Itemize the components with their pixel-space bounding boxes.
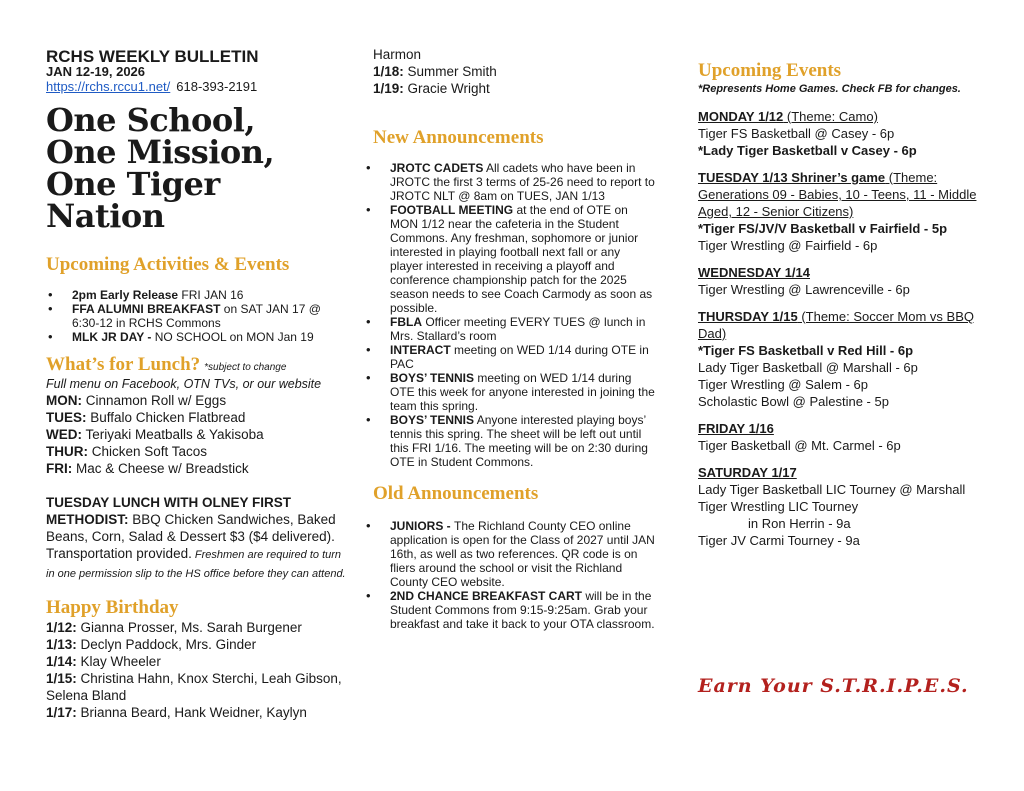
new-announcements-list xyxy=(364,161,655,469)
event-item: *Tiger FS/JV/V Basketball v Fairfield - 5p xyxy=(698,221,948,236)
lunch-day: TUES: Buffalo Chicken Flatbread xyxy=(46,410,246,425)
event-item: Lady Tiger Basketball @ Marshall - 6p xyxy=(698,360,918,375)
lunch-day: THUR: Chicken Soft Tacos xyxy=(46,444,208,459)
column-middle xyxy=(373,0,655,631)
activities-list xyxy=(46,288,346,344)
list-item: • FOOTBALL MEETING at the end of OTE on MON 1/12 near the cafeteria in the Student Commons. Any freshman, sophomore or junior interested in playing football next fall or any player interested in receiving a playoff and conference championship patch for the 2025 season needs to see Coach Carmody as soon as possible. xyxy=(364,203,655,315)
list-item: • JUNIORS - The Richland County CEO online application is open for the Class of 2027 until JAN 16th, as well as two references. QR code is on fliers around the school or visit the Richland County CEO website. xyxy=(364,519,655,589)
lunch-heading: What’s for Lunch? *subject to change xyxy=(46,354,287,375)
birthday-list-continued xyxy=(373,46,655,97)
slogan: Earn Your S.T.R.I.P.E.S. xyxy=(698,675,969,697)
event-day-heading: MONDAY 1/12 (Theme: Camo) xyxy=(698,109,878,124)
event-day-heading: WEDNESDAY 1/14 xyxy=(698,265,810,280)
special-lunch: TUESDAY LUNCH WITH OLNEY FIRST METHODIST: BBQ Chicken Sandwiches, Baked Beans, Corn, Salad & Dessert $3 ($4 delivered). Transportation provided. Freshmen are required to turn in one permission slip to the HS office before they can attend. xyxy=(46,495,346,580)
event-item: Scholastic Bowl @ Palestine - 5p xyxy=(698,394,889,409)
list-item: 1/18: Summer Smith xyxy=(373,64,497,79)
event-day xyxy=(698,169,988,254)
birthday-heading: Happy Birthday xyxy=(46,597,179,618)
activities-heading: Upcoming Activities & Events xyxy=(46,254,290,275)
lunch-subnote: *subject to change xyxy=(204,362,287,373)
event-day xyxy=(698,420,988,454)
event-item: *Lady Tiger Basketball v Casey - 6p xyxy=(698,143,917,158)
list-item: Harmon xyxy=(373,47,422,62)
list-item: 1/19: Gracie Wright xyxy=(373,81,490,96)
new-announcements-heading: New Announcements xyxy=(373,127,544,148)
events-list xyxy=(698,108,988,549)
contact-line xyxy=(46,79,346,94)
old-announcements-list xyxy=(364,519,655,631)
old-announcements-heading: Old Announcements xyxy=(373,483,539,504)
list-item: • 2pm Early Release FRI JAN 16 xyxy=(46,288,346,302)
lunch-day: WED: Teriyaki Meatballs & Yakisoba xyxy=(46,427,264,442)
event-day xyxy=(698,464,988,549)
event-item: Tiger Basketball @ Mt. Carmel - 6p xyxy=(698,438,901,453)
list-item: 1/15: Christina Hahn, Knox Sterchi, Leah Gibson, Selena Bland xyxy=(46,671,342,703)
event-item: Tiger Wrestling @ Salem - 6p xyxy=(698,377,868,392)
event-day-heading: THURSDAY 1/15 (Theme: Soccer Mom vs BBQ Dad) xyxy=(698,309,974,341)
list-item: • BOYS’ TENNIS meeting on WED 1/14 during OTE this week for anyone interested in joining the team this spring. xyxy=(364,371,655,413)
event-day xyxy=(698,264,988,298)
list-item: 1/14: Klay Wheeler xyxy=(46,654,161,669)
list-item: • JROTC CADETS All cadets who have been in JROTC the first 3 terms of 25-26 need to report to JROTC NLT @ 8am on TUES, JAN 1/13 xyxy=(364,161,655,203)
list-item: 1/12: Gianna Prosser, Ms. Sarah Burgener xyxy=(46,620,302,635)
events-note: *Represents Home Games. Check FB for changes. xyxy=(698,83,961,95)
event-item: Tiger Wrestling @ Lawrenceville - 6p xyxy=(698,282,910,297)
list-item: • MLK JR DAY - NO SCHOOL on MON Jan 19 xyxy=(46,330,346,344)
event-item: *Tiger FS Basketball v Red Hill - 6p xyxy=(698,343,914,358)
event-item: Tiger Wrestling LIC Tourney xyxy=(698,499,859,514)
website-link[interactable]: https://rchs.rccu1.net/ xyxy=(46,79,171,94)
birthday-list xyxy=(46,619,346,721)
motto xyxy=(46,101,346,235)
event-item: Tiger JV Carmi Tourney - 9a xyxy=(698,533,860,548)
lunch-menu-note: Full menu on Facebook, OTN TVs, or our website xyxy=(46,377,322,391)
event-day xyxy=(698,308,988,410)
lunch-day: FRI: Mac & Cheese w/ Breadstick xyxy=(46,461,249,476)
event-day-heading: TUESDAY 1/13 Shriner’s game (Theme: Generations 09 - Babies, 10 - Teens, 11 - Middle Aged, 12 - Senior Citizens) xyxy=(698,170,977,219)
event-day-heading: FRIDAY 1/16 xyxy=(698,421,774,436)
list-item: • FBLA Officer meeting EVERY TUES @ lunch in Mrs. Stallard’s room xyxy=(364,315,655,343)
list-item: 1/17: Brianna Beard, Hank Weidner, Kaylyn xyxy=(46,705,307,720)
list-item: • BOYS’ TENNIS Anyone interested playing boys’ tennis this spring. The sheet will be left out until this FRI 1/16. The meeting will be on 2:30 during OTE in Student Commons. xyxy=(364,413,655,469)
event-item: Tiger Wrestling @ Fairfield - 6p xyxy=(698,238,878,253)
phone-number: 618-393-2191 xyxy=(176,79,258,94)
list-item: • FFA ALUMNI BREAKFAST on SAT JAN 17 @ 6:30-12 in RCHS Commons xyxy=(46,302,346,330)
column-left xyxy=(46,0,346,721)
lunch-menu xyxy=(46,392,346,477)
event-item: in Ron Herrin - 9a xyxy=(748,516,851,531)
events-heading: Upcoming Events xyxy=(698,60,842,81)
bulletin-title: RCHS WEEKLY BULLETIN xyxy=(46,47,259,66)
event-item: Lady Tiger Basketball LIC Tourney @ Marshall xyxy=(698,482,966,497)
list-item: • 2ND CHANCE BREAKFAST CART will be in the Student Commons from 9:15-9:25am. Grab your breakfast and take it back to your OTA classroom. xyxy=(364,589,655,631)
event-day-heading: SATURDAY 1/17 xyxy=(698,465,797,480)
motto-line: One Tiger Nation xyxy=(46,165,220,235)
motto-line: One Mission, xyxy=(46,133,275,171)
bulletin-dates: JAN 12-19, 2026 xyxy=(46,64,146,79)
column-right xyxy=(698,0,988,697)
list-item: • INTERACT meeting on WED 1/14 during OTE in PAC xyxy=(364,343,655,371)
list-item: 1/13: Declyn Paddock, Mrs. Ginder xyxy=(46,637,257,652)
event-item: Tiger FS Basketball @ Casey - 6p xyxy=(698,126,895,141)
motto-line: One School, xyxy=(46,101,255,139)
lunch-day: MON: Cinnamon Roll w/ Eggs xyxy=(46,393,227,408)
event-day xyxy=(698,108,988,159)
